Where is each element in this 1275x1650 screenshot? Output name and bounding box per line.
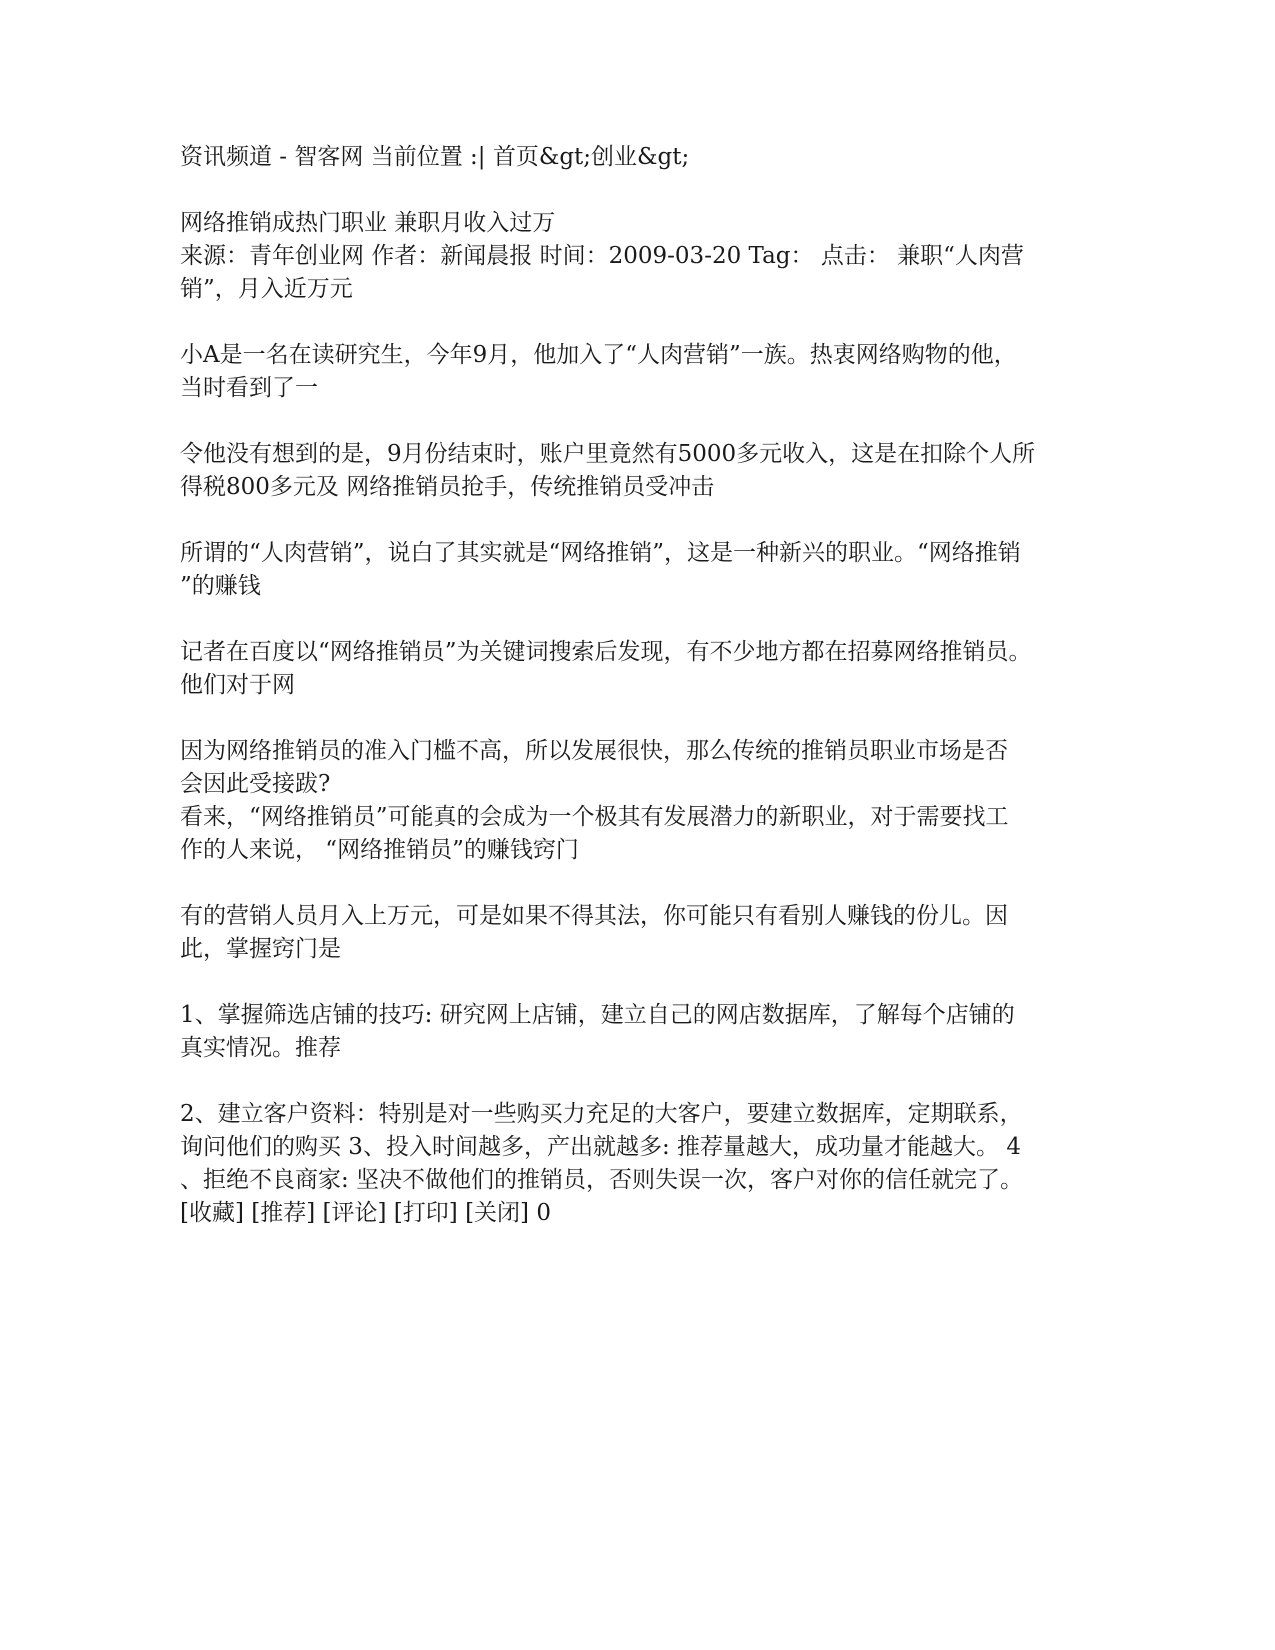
comment-link[interactable]: [评论] <box>322 1200 387 1226</box>
paragraph-8: 2、建立客户资料：特别是对一些购买力充足的大客户，要建立数据库，定期联系， 询问他们的购买 3、投入时间越多，产出就越多: 推荐量越大，成功量才能越大。 4 、拒绝不良商家: 坚决不做他们的推销员，否则失误一次，客户对你的信任就完了。 <box>180 1101 1024 1193</box>
breadcrumb-path[interactable]: 首页&gt;创业&gt; <box>492 144 690 170</box>
article-actions <box>180 1197 1050 1230</box>
channel-name: 资讯频道 - 智客网 <box>180 144 364 170</box>
close-link[interactable]: [关闭] <box>465 1200 530 1226</box>
article-meta-line-2: 销”，月入近万元 <box>180 276 353 302</box>
article-meta-line-1: 来源：青年创业网 作者：新闻晨报 时间：2009-03-20 Tag： 点击： 兼职“人肉营 <box>180 243 1024 269</box>
breadcrumb <box>180 141 1050 174</box>
comment-count: 0 <box>536 1200 551 1226</box>
paragraph-3: 所谓的“人肉营销”，说白了其实就是“网络推销”，这是一种新兴的职业。“网络推销 ”的赚钱 <box>180 540 1021 599</box>
document-page <box>180 141 1050 1230</box>
paragraph-4: 记者在百度以“网络推销员”为关键词搜索后发现，有不少地方都在招募网络推销员。 他们对于网 <box>180 639 1032 698</box>
recommend-link[interactable]: [推荐] <box>251 1200 316 1226</box>
print-link[interactable]: [打印] <box>393 1200 458 1226</box>
paragraph-1: 小A是一名在读研究生，今年9月，他加入了“人肉营销”一族。热衷网络购物的他， 当时看到了一 <box>180 342 1017 401</box>
article-title: 网络推销成热门职业 兼职月收入过万 <box>180 210 556 236</box>
paragraph-2: 令他没有想到的是，9月份结束时，账户里竟然有5000多元收入，这是在扣除个人所 得税800多元及 网络推销员抢手，传统推销员受冲击 <box>180 441 1036 500</box>
paragraph-7: 1、掌握筛选店铺的技巧: 研究网上店铺，建立自己的网店数据库，了解每个店铺的 真实情况。推荐 <box>180 1002 1015 1061</box>
paragraph-6: 有的营销人员月入上万元，可是如果不得其法，你可能只有看别人赚钱的份儿。因 此，掌握窍门是 <box>180 903 1008 962</box>
location-label: 当前位置 :| <box>370 144 486 170</box>
paragraph-5: 因为网络推销员的准入门槛不高，所以发展很快，那么传统的推销员职业市场是否 会因此受接跋? 看来，“网络推销员”可能真的会成为一个极其有发展潜力的新职业，对于需要找工 作的人来说， “网络推销员”的赚钱窍门 <box>180 738 1009 863</box>
favorite-link[interactable]: [收藏] <box>180 1200 244 1226</box>
